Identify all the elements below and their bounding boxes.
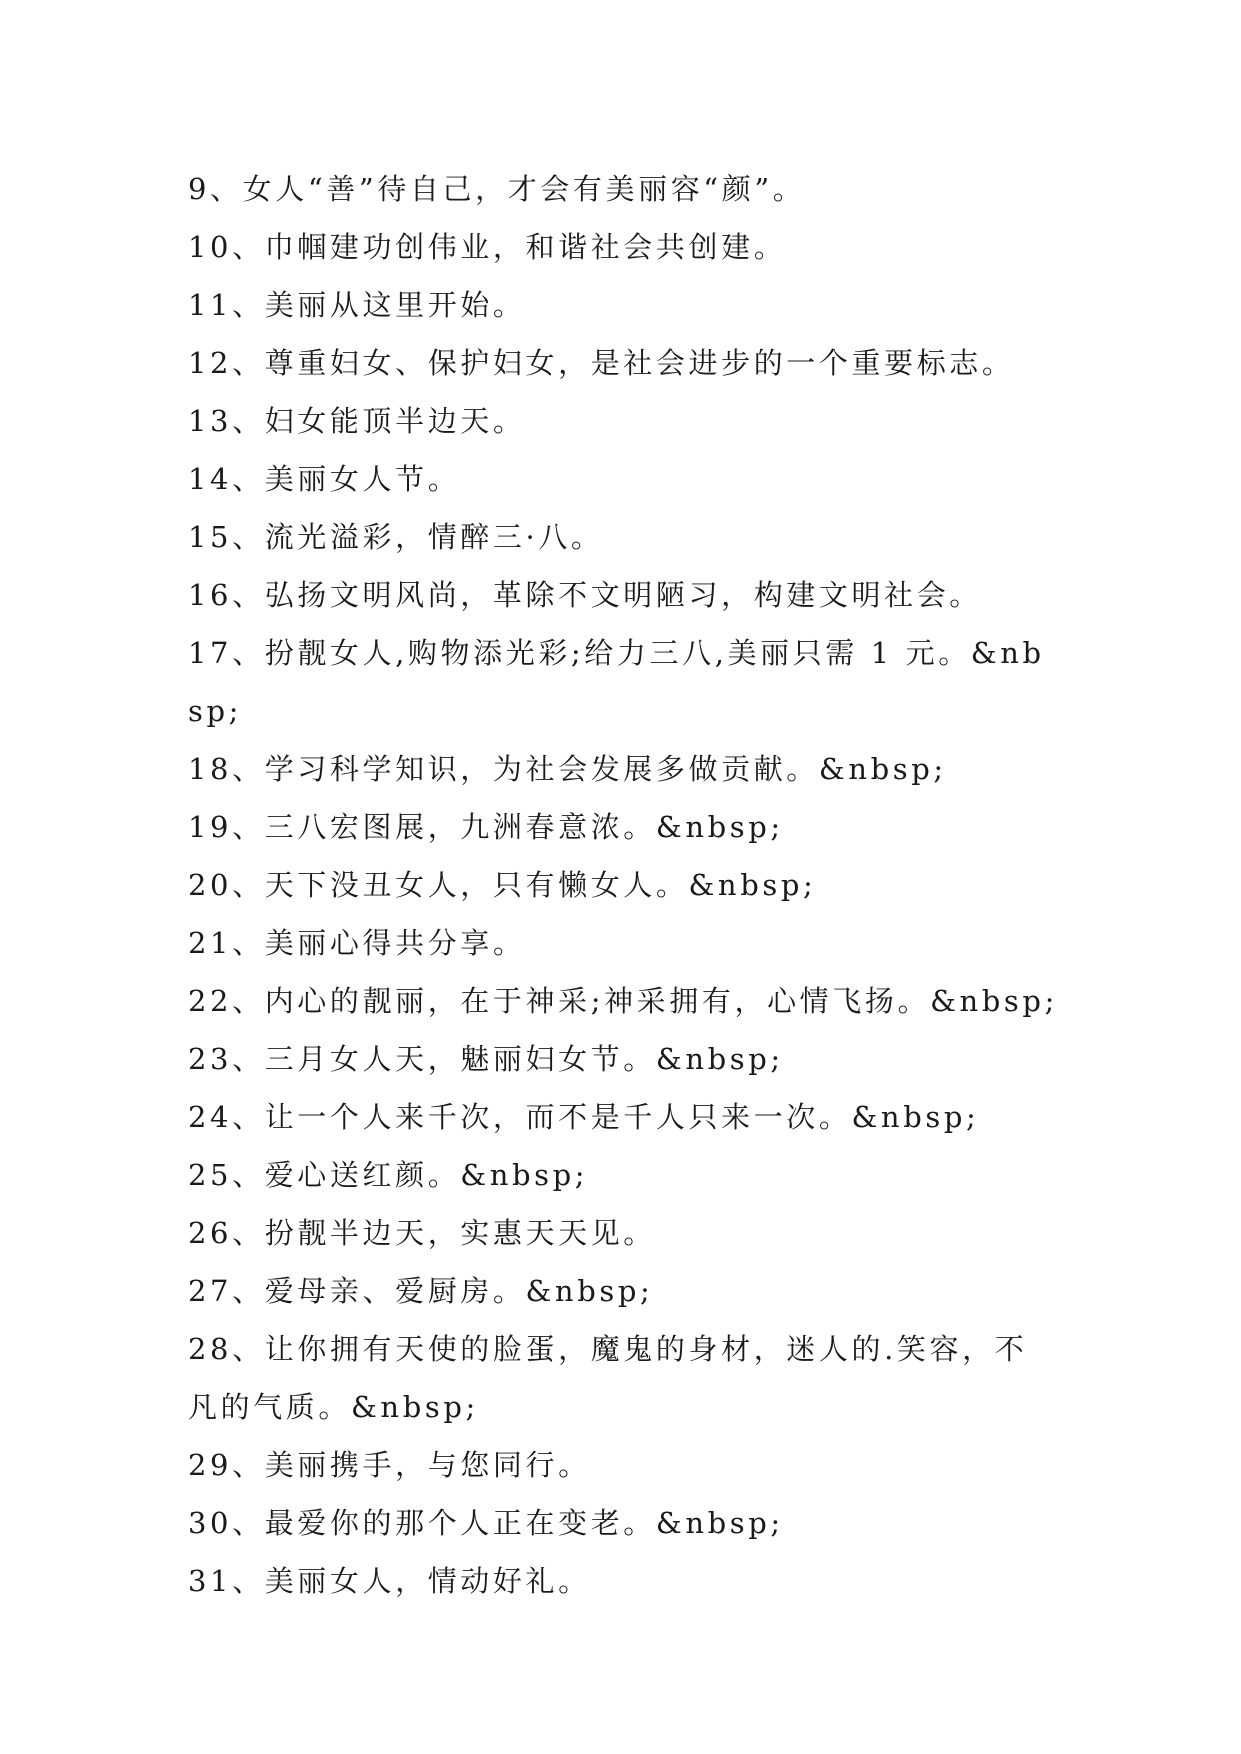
text-line: 22、内心的靓丽，在于神采;神采拥有，心情飞扬。&nbsp; [188, 984, 1058, 1018]
text-line: 29、美丽携手，与您同行。 [188, 1448, 591, 1482]
text-line: 14、美丽女人节。 [188, 462, 461, 496]
text-line: 24、让一个人来千次，而不是千人只来一次。&nbsp; [188, 1100, 980, 1134]
document-body [188, 160, 1058, 1610]
text-line: 31、美丽女人，情动好礼。 [188, 1564, 591, 1598]
text-line: 26、扮靓半边天，实惠天天见。 [188, 1216, 656, 1250]
text-line: 16、弘扬文明风尚，革除不文明陋习，构建文明社会。 [188, 578, 982, 612]
text-line: 15、流光溢彩，情醉三·八。 [188, 520, 604, 554]
text-line: 17、扮靓女人,购物添光彩;给力三八,美丽只需 1 元。&nbsp; [188, 636, 1045, 728]
text-line: 18、学习科学知识，为社会发展多做贡献。&nbsp; [188, 752, 947, 786]
text-line: 11、美丽从这里开始。 [188, 288, 526, 322]
text-line: 30、最爱你的那个人正在变老。&nbsp; [188, 1506, 784, 1540]
text-line: 10、巾帼建功创伟业，和谐社会共创建。 [188, 230, 787, 264]
text-line: 凡的气质。&nbsp; [188, 1390, 479, 1424]
text-line: 9、女人“善”待自己，才会有美丽容“颜”。 [188, 172, 806, 206]
text-line: 13、妇女能顶半边天。 [188, 404, 526, 438]
text-line: 23、三月女人天，魅丽妇女节。&nbsp; [188, 1042, 784, 1076]
text-line: 27、爱母亲、爱厨房。&nbsp; [188, 1274, 654, 1308]
text-line: 25、爱心送红颜。&nbsp; [188, 1158, 589, 1192]
text-line: 12、尊重妇女、保护妇女，是社会进步的一个重要标志。 [188, 346, 1015, 380]
text-line: 19、三八宏图展，九洲春意浓。&nbsp; [188, 810, 784, 844]
text-line: 28、让你拥有天使的脸蛋，魔鬼的身材，迷人的.笑容，不 [188, 1332, 1028, 1366]
text-line: 20、天下没丑女人，只有懒女人。&nbsp; [188, 868, 817, 902]
text-line: 21、美丽心得共分享。 [188, 926, 526, 960]
